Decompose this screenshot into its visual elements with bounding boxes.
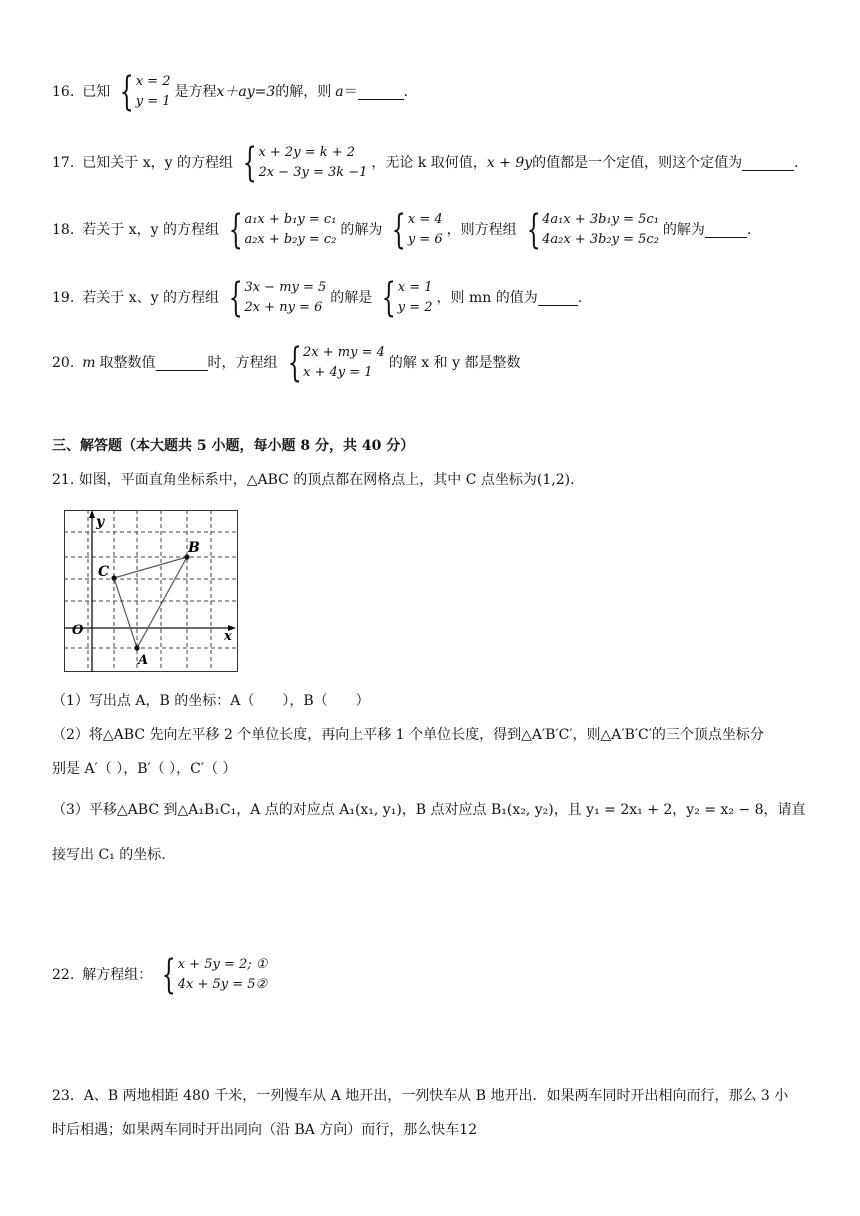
question-number: 17. [52,155,75,171]
answer-blank[interactable] [742,156,794,171]
question-text: 已知 [82,84,111,100]
y-axis-label: y [96,514,105,530]
equation-system: { a₁x + b₁y = c₁ a₂x + b₂y = c₂ [228,207,337,253]
triangle-abc [114,557,187,648]
period: . [577,290,583,306]
equation-system: { x = 2 y = 1 [119,69,171,115]
answer-blank[interactable] [358,85,404,100]
question-text: 解方程组： [82,967,153,983]
equation: x = 2 [135,74,171,89]
equation: x + 4y = 1 [303,365,373,380]
question-text: 的解为 [662,222,705,238]
question-18 [52,207,752,253]
equation: x + 9y [486,155,533,171]
question-text: 已知关于 x，y 的方程组 [82,155,233,171]
coordinate-grid-figure [64,510,238,672]
question-number: 20. [52,355,75,371]
answer-blank[interactable] [705,223,747,238]
question-23-line-1: 23．A、B 两地相距 480 千米，一列慢车从 A 地开出，一列快车从 B 地开出．如果两车同时开出相向而行，那么 3 小 [52,1088,789,1104]
period: . [403,84,409,100]
equation: y = 6 [407,232,443,247]
question-text: 时，方程组 [207,355,278,371]
answer-blank[interactable] [156,356,208,371]
equation: x + 2y = k + 2 [258,145,356,160]
equation-system: { x + 5y = 2; ① 4x + 5y = 5② [161,952,268,998]
question-text: ，无论 k 取何值， [371,155,487,171]
question-number: 21. [52,472,75,488]
equation: x = 4 [407,212,443,227]
answer-blank[interactable] [538,291,578,306]
question-text: 的解 x 和 y 都是整数 [388,355,521,371]
equation: 4a₁x + 3b₁y = 5c₁ [542,212,659,227]
equation: y = 2 [397,300,433,315]
equation-system: { 4a₁x + 3b₁y = 5c₁ 4a₂x + 3b₂y = 5c₂ [526,207,659,253]
question-text: 取整数值 [99,355,156,371]
question-text: 的解为 [340,222,383,238]
equation: 4a₂x + 3b₂y = 5c₂ [542,232,659,247]
solution-system: { x = 1 y = 2 [382,275,433,321]
question-text: 是方程 [174,84,217,100]
period: . [794,155,799,171]
question-number: 16. [52,84,75,100]
variable: a [335,84,344,100]
equation: x = 1 [397,280,433,295]
coordinate-grid [64,510,238,672]
question-text: 如图，平面直角坐标系中，△ABC 的顶点都在网格点上，其中 C 点坐标为(1,2). [78,472,575,488]
question-21-part-1: （1）写出点 A，B 的坐标：A（ ），B（ ） [52,693,370,709]
question-17 [52,140,799,186]
point-a [134,645,139,650]
equation-system: { 2x + my = 4 x + 4y = 1 [287,340,385,386]
equation: x＋ay=3 [216,84,276,100]
equation-system: { x + 2y = k + 2 2x − 3y = 3k −1 [242,140,368,186]
period: . [746,222,752,238]
equals-sign: ＝ [343,84,358,100]
point-c [111,575,116,580]
question-text: ，则 mn 的值为 [436,290,538,306]
section-heading: 三、解答题（本大题共 5 小题，每小题 8 分，共 40 分） [52,438,415,454]
question-22 [52,952,271,998]
question-number: 18. [52,222,75,238]
equation: a₁x + b₁y = c₁ [244,212,337,227]
question-21-text [52,470,575,490]
question-text: 若关于 x，y 的方程组 [82,222,219,238]
equation: x + 5y = 2; ① [177,957,268,972]
question-21-part-3-cont: 接写出 C₁ 的坐标. [52,847,166,863]
equation: 3x − my = 5 [244,280,327,295]
equation: 2x + ny = 6 [244,300,323,315]
question-number: 22. [52,967,75,983]
question-21-part-2-cont: 别是 A′（ ），B′（ ），C′（ ） [52,761,237,777]
point-b-label: B [188,540,200,556]
question-20 [52,340,521,386]
question-text: 的解，则 [275,84,332,100]
equation-system: { 3x − my = 5 2x + ny = 6 [228,275,327,321]
question-23-line-2: 时后相遇；如果两车同时开出同向（沿 BA 方向）而行，那么快车12 [52,1122,478,1138]
point-c-label: C [98,564,110,580]
question-21-part-3: （3）平移△ABC 到△A₁B₁C₁，A 点的对应点 A₁(x₁, y₁)，B 点对应点 B₁(x₂, y₂)，且 y₁ = 2x₁ + 2，y₂ = x₂ − 8，请直 [52,802,806,818]
equation: 2x + my = 4 [303,345,385,360]
equation: 4x + 5y = 5② [177,977,268,992]
question-text: 若关于 x、y 的方程组 [82,290,219,306]
equation: y = 1 [135,94,171,109]
question-21-part-2: （2）将△ABC 先向左平移 2 个单位长度，再向上平移 1 个单位长度，得到△A′B′C′，则△A′B′C′的三个顶点坐标分 [52,727,764,743]
question-16 [52,69,409,115]
y-axis-arrow-icon [89,510,95,518]
variable: m [82,355,96,371]
question-text: ，则方程组 [446,222,517,238]
origin-label: O [72,623,84,638]
equation: a₂x + b₂y = c₂ [244,232,337,247]
solution-system: { x = 4 y = 6 [392,207,443,253]
question-number: 19. [52,290,75,306]
question-19 [52,275,583,321]
question-text: 的值都是一个定值，则这个定值为 [532,155,743,171]
point-a-label: A [138,653,149,668]
equation: 2x − 3y = 3k −1 [258,165,368,180]
x-axis-label: x [224,629,232,644]
question-text: 的解是 [330,290,373,306]
